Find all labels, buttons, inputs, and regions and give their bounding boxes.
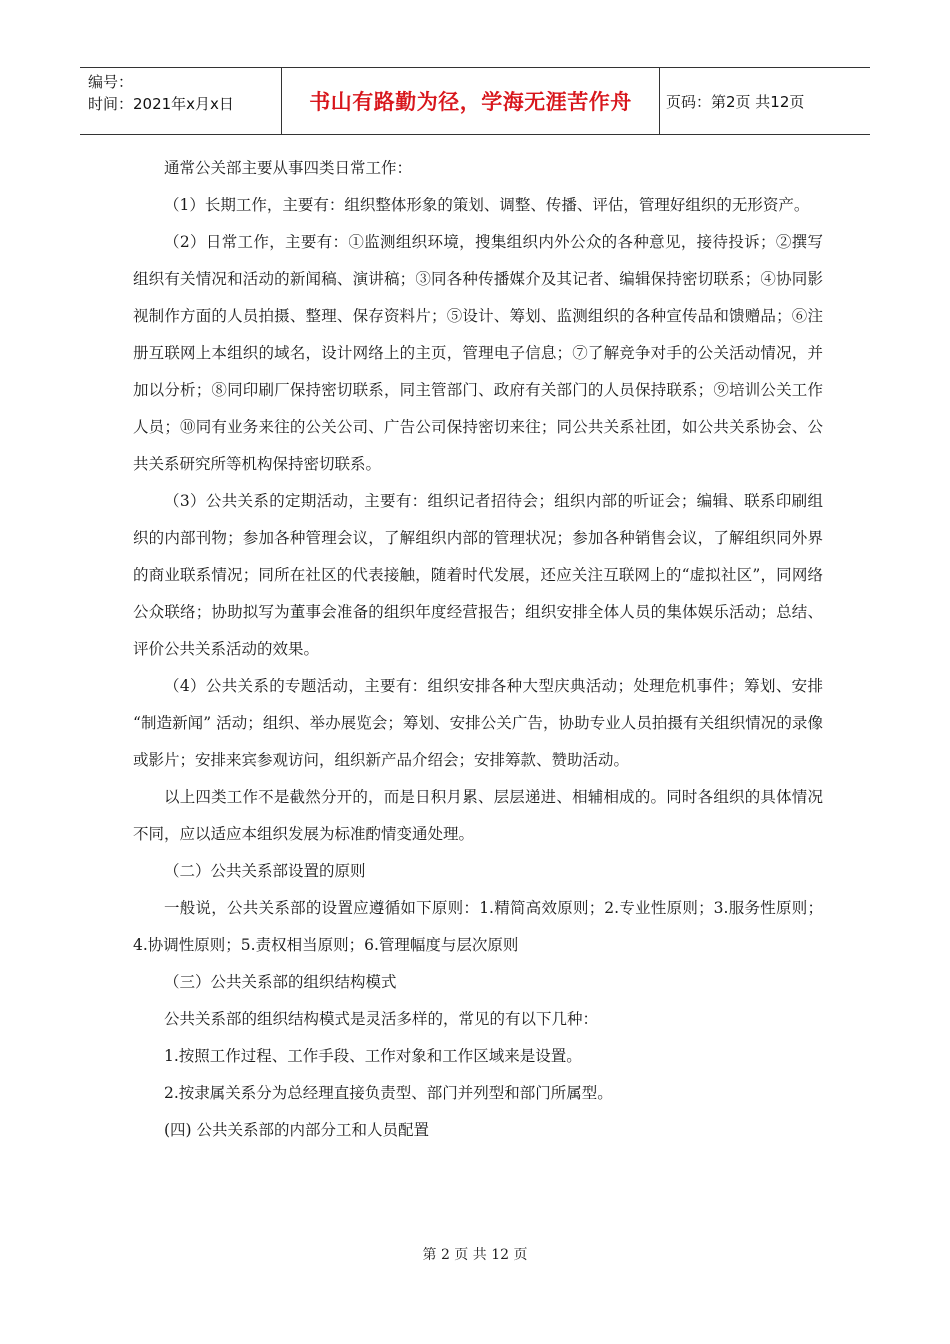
paragraph-intro: 通常公关部主要从事四类日常工作： xyxy=(164,159,413,177)
section-heading-staffing: (四) 公共关系部的内部分工和人员配置 xyxy=(164,1121,430,1139)
page-footer: 第 2 页 共 12 页 xyxy=(422,1247,528,1263)
section-heading-structure: （三）公共关系部的组织结构模式 xyxy=(164,973,397,991)
paragraph-long-term-work: （1）长期工作，主要有：组织整体形象的策划、调整、传播、评估，管理好组织的无形资产。 xyxy=(164,196,810,214)
paragraph-structure-item-1: 1.按照工作过程、工作手段、工作对象和工作区域来是设置。 xyxy=(164,1047,582,1065)
paragraph-principles: 一般说，公共关系部的设置应遵循如下原则：1.精简高效原则；2.专业性原则；3.服务性原则；4.协调性原则；5.责权相当原则；6.管理幅度与层次原则 xyxy=(133,899,823,954)
paragraph-periodic-activities: （3）公共关系的定期活动，主要有：组织记者招待会；组织内部的听证会；编辑、联系印刷组织的内部刊物；参加各种管理会议，了解组织内部的管理状况；参加各种销售会议，了解组织同外界的商业联系情况；同所在社区的代表接触，随着时代发展，还应关注互联网上的“虚拟社区”，同网络公众联络；协助拟写为董事会准备的组织年度经营报告；组织安排全体人员的集体娱乐活动；总结、评价公共关系活动的效果。 xyxy=(133,492,823,658)
section-heading-principles: （二）公共关系部设置的原则 xyxy=(164,862,366,880)
document-number-label: 编号： xyxy=(88,73,134,91)
page-header xyxy=(80,67,870,135)
paragraph-summary: 以上四类工作不是截然分开的，而是日积月累、层层递进、相辅相成的。同时各组织的具体情况不同，应以适应本组织发展为标准酌情变通处理。 xyxy=(133,788,823,843)
paragraph-structure-item-2: 2.按隶属关系分为总经理直接负责型、部门并列型和部门所属型。 xyxy=(164,1084,613,1102)
paragraph-daily-work: （2）日常工作，主要有：①监测组织环境，搜集组织内外公众的各种意见，接待投诉；②撰写组织有关情况和活动的新闻稿、演讲稿；③同各种传播媒介及其记者、编辑保持密切联系；④协同影视制作方面的人员拍摄、整理、保存资料片；⑤设计、筹划、监测组织的各种宣传品和馈赠品；⑥注册互联网上本组织的域名，设计网络上的主页，管理电子信息；⑦了解竞争对手的公关活动情况，并加以分析；⑧同印刷厂保持密切联系，同主管部门、政府有关部门的人员保持联系；⑨培训公关工作人员；⑩同有业务来往的公关公司、广告公司保持密切来往；同公共关系社团，如公共关系协会、公共关系研究所等机构保持密切联系。 xyxy=(133,233,823,473)
header-page-info: 页码：第2页 共12页 xyxy=(666,92,805,111)
header-meta xyxy=(80,68,282,134)
document-body xyxy=(133,150,823,1149)
document-date: 时间：2021年x月x日 xyxy=(88,95,234,113)
header-motto: 书山有路勤为径，学海无涯苦作舟 xyxy=(282,68,660,134)
paragraph-special-activities: （4）公共关系的专题活动，主要有：组织安排各种大型庆典活动；处理危机事件；筹划、安排 “制造新闻” 活动；组织、举办展览会；筹划、安排公关广告，协助专业人员拍摄有关组织情况的录像或影片；安排来宾参观访问，组织新产品介绍会；安排筹款、赞助活动。 xyxy=(133,677,823,769)
paragraph-structure-intro: 公共关系部的组织结构模式是灵活多样的，常见的有以下几种： xyxy=(164,1010,599,1028)
